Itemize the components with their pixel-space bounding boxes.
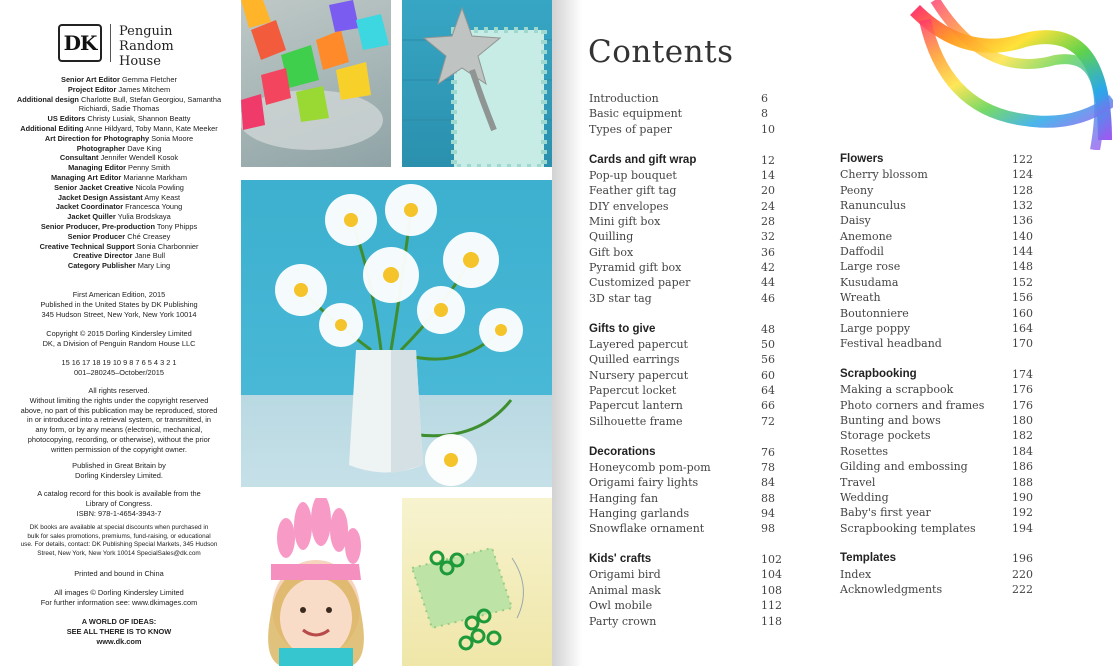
staff-credit — [14, 261, 224, 271]
toc-page-number: 32 — [761, 230, 775, 244]
toc-entry-title: Baby's first year — [840, 506, 931, 520]
staff-role: Creative Director — [72, 251, 133, 261]
staff-names: Tony Phipps — [156, 221, 198, 231]
copyright-note: Copyright © 2015 Dorling Kindersley Limited DK, a Division of Penguin Random House LLC — [42, 329, 196, 348]
toc-entry-title: Peony — [840, 183, 874, 197]
printed-note: Printed and bound in China — [74, 569, 164, 578]
toc-page-number: 186 — [1012, 460, 1033, 474]
staff-names: Charlotte Bull, Stefan Georgiou, Samantha Richiardi, Sadie Thomas — [78, 94, 222, 114]
toc-page-number: 220 — [1012, 567, 1033, 581]
staff-credit — [14, 222, 224, 232]
toc-entry-title: Daffodil — [840, 245, 884, 259]
staff-names: Mary Ling — [137, 261, 171, 271]
staff-names: Amy Keast — [144, 192, 181, 202]
toc-entry-title: Layered papercut — [589, 337, 688, 351]
toc-page-number: 132 — [1012, 199, 1033, 213]
toc-entry-title: Introduction — [589, 92, 659, 105]
staff-credit — [14, 85, 224, 95]
toc-entry-title: Silhouette frame — [589, 414, 683, 428]
toc-page-number: 176 — [1012, 398, 1033, 412]
toc-entry-title: Basic equipment — [589, 107, 683, 121]
toc-page-number: 60 — [761, 368, 775, 382]
staff-credit — [14, 75, 224, 85]
toc-page-number: 56 — [761, 353, 775, 367]
toc-entry-title: Bunting and bows — [840, 414, 941, 428]
staff-role: Jacket Coordinator — [55, 202, 124, 212]
staff-role: Senior Jacket Creative — [54, 182, 134, 192]
staff-role: Creative Technical Support — [39, 241, 135, 251]
credits-page — [0, 0, 236, 666]
toc-entry-title: Mini gift box — [589, 214, 661, 228]
staff-names: Yulia Brodskaya — [117, 212, 171, 222]
toc-entry-title: Owl mobile — [589, 599, 653, 613]
toc-page-number: 10 — [761, 122, 775, 136]
toc-entry-title: Scrapbooking templates — [840, 521, 976, 535]
toc-page-number: 170 — [1012, 337, 1033, 351]
staff-credit — [14, 163, 224, 173]
quilled-paper-decoration — [905, 0, 1113, 150]
toc-entry-title: Photo corners and frames — [840, 398, 985, 412]
toc-entry-title: 3D star tag — [589, 291, 652, 305]
toc-page-number: 84 — [761, 476, 775, 490]
toc-page-number: 102 — [761, 553, 782, 567]
toc-page-number: 176 — [1012, 383, 1033, 397]
staff-role: Consultant — [59, 153, 99, 163]
toc-entry-title: Feather gift tag — [589, 184, 677, 198]
toc-entry-title: DIY envelopes — [589, 199, 669, 213]
toc-entry-title: Large rose — [840, 260, 901, 274]
printing-line: 15 16 17 18 19 10 9 8 7 6 5 4 3 2 1 001–280245–October/2015 — [61, 358, 177, 377]
staff-role: Senior Producer — [67, 231, 126, 241]
staff-names: Penny Smith — [128, 163, 170, 173]
photo-party-crown-child — [241, 498, 391, 666]
toc-entry-title: Hanging fan — [589, 491, 659, 505]
toc-entry-title: Large poppy — [840, 321, 911, 335]
catalog-note: A catalog record for this book is available from the Library of Congress. ISBN: 978-1-4654-3943-7 — [37, 489, 201, 518]
staff-names: Dave King — [127, 143, 162, 153]
toc-entry-title: Wreath — [840, 291, 881, 305]
contents-heading: Contents — [588, 34, 734, 70]
staff-names: Nicola Powling — [135, 182, 184, 192]
toc-entry-title: Customized paper — [589, 276, 691, 290]
photo-daisy-vase — [241, 180, 552, 487]
staff-credit — [14, 212, 224, 222]
toc-entry-title: Kusudama — [840, 275, 899, 289]
toc-page-number: 14 — [761, 168, 775, 182]
toc-entry-title: Templates — [840, 552, 897, 565]
toc-entry-title: Origami fairy lights — [589, 476, 699, 490]
toc-page-number: 20 — [761, 184, 775, 198]
toc-page-number: 72 — [761, 414, 775, 428]
toc-entry-title: Quilling — [589, 230, 634, 244]
toc-entry-title: Honeycomb pom-pom — [589, 460, 711, 474]
staff-names: Anne Hildyard, Toby Mann, Kate Meeker — [85, 123, 218, 133]
toc-entry-title: Festival headband — [840, 337, 942, 351]
toc-page-number: 64 — [761, 383, 775, 397]
toc-entry-title: Pop-up bouquet — [589, 168, 677, 182]
staff-role: US Editors — [47, 114, 86, 124]
toc-page-number: 94 — [761, 506, 775, 520]
toc-entry-title: Gift box — [589, 245, 634, 259]
toc-page-number: 164 — [1012, 321, 1033, 335]
staff-role: Managing Art Editor — [50, 172, 122, 182]
special-sales-note: DK books are available at special discounts when purchased in bulk for sales promotions, premiums, fund-raising, or educational use. For details, contact: DK Publishing Special Markets, 345 Hudson Street, New York, New York 10014 SpecialSales@dk.com — [20, 524, 218, 557]
toc-page-number: 124 — [1012, 168, 1033, 182]
toc-page-number: 122 — [1012, 153, 1033, 166]
staff-names: Christy Lusiak, Shannon Beatty — [87, 114, 191, 124]
toc-entry-title: Wedding — [840, 490, 889, 504]
toc-entry-title: Papercut lantern — [589, 399, 683, 413]
toc-page-number: 174 — [1012, 368, 1033, 382]
staff-credit — [14, 124, 224, 134]
staff-credit — [14, 242, 224, 252]
toc-entry-title: Snowflake ornament — [589, 522, 705, 536]
staff-credits — [14, 75, 224, 271]
toc-page-number: 118 — [761, 614, 782, 628]
toc-page-number: 78 — [761, 460, 775, 474]
toc-page-number: 50 — [761, 337, 775, 351]
toc-page-number: 108 — [761, 583, 782, 597]
toc-page-number: 44 — [761, 276, 775, 290]
logo-divider — [110, 24, 111, 62]
toc-page-number: 196 — [1012, 552, 1033, 566]
staff-role: Jacket Quiller — [67, 212, 116, 222]
toc-entry-title: Flowers — [840, 153, 884, 165]
toc-page-number: 48 — [761, 322, 775, 336]
photo-origami-fairy-lights — [241, 0, 391, 167]
toc-entry-title: Rosettes — [840, 444, 889, 458]
toc-entry-title: Cherry blossom — [840, 168, 928, 182]
toc-entry-title: Papercut locket — [589, 383, 677, 397]
toc-column-right — [840, 152, 1070, 632]
toc-page-number: 128 — [1012, 183, 1033, 197]
publisher-logo — [58, 24, 174, 69]
toc-entry-title: Index — [840, 567, 872, 581]
toc-page-number: 24 — [761, 199, 775, 213]
staff-names: Sonia Moore — [151, 133, 194, 143]
toc-page-number: 98 — [761, 522, 775, 536]
staff-role: Senior Art Editor — [61, 75, 120, 84]
photo-3d-star-tag — [402, 0, 552, 167]
toc-page-number: 42 — [761, 261, 775, 274]
toc-entry-title: Kids' crafts — [589, 553, 652, 566]
staff-credit — [14, 183, 224, 193]
toc-page-number: 160 — [1012, 306, 1033, 320]
photo-quilled-earrings — [402, 498, 552, 666]
staff-credit — [14, 153, 224, 163]
toc-entry-title: Gilding and embossing — [840, 460, 968, 474]
penguin-random-house-wordmark: Penguin Random House — [119, 24, 174, 69]
toc-entry-title: Decorations — [589, 445, 656, 458]
toc-page-number: 88 — [761, 491, 775, 505]
staff-credit — [14, 95, 224, 115]
staff-credit — [14, 251, 224, 261]
toc-entry-title: Nursery papercut — [589, 368, 689, 382]
toc-entry-title: Party crown — [589, 614, 657, 628]
toc-entry-title: Scrapbooking — [840, 368, 917, 381]
toc-page-number: 148 — [1012, 260, 1033, 274]
staff-role: Managing Editor — [68, 163, 126, 173]
toc-entry-title: Daisy — [840, 214, 871, 228]
staff-role: Art Direction for Photography — [44, 133, 150, 143]
staff-names: Francesca Young — [125, 202, 183, 212]
images-note: All images © Dorling Kindersley Limited For further information see: www.dkimages.com — [40, 588, 198, 607]
toc-entry-title: Types of paper — [589, 122, 672, 136]
toc-page-number: 28 — [761, 214, 775, 228]
toc-page-number: 112 — [761, 599, 782, 613]
toc-page-number: 190 — [1012, 490, 1033, 504]
staff-names: James Mitchem — [118, 84, 171, 94]
toc-entry-title: Hanging garlands — [589, 506, 690, 520]
toc-page-number: 140 — [1012, 229, 1033, 243]
staff-credit — [14, 173, 224, 183]
staff-credit — [14, 232, 224, 242]
staff-role: Photographer — [76, 143, 126, 153]
staff-credit — [14, 134, 224, 144]
page-gutter-shadow — [552, 0, 582, 666]
toc-entry-title: Cards and gift wrap — [589, 153, 697, 166]
staff-role: Senior Producer, Pre-production — [40, 221, 155, 231]
toc-entry-title: Travel — [840, 475, 876, 489]
toc-page-number: 144 — [1012, 245, 1033, 259]
toc-entry-title: Making a scrapbook — [840, 383, 954, 397]
toc-page-number: 66 — [761, 399, 775, 413]
toc-entry-title: Origami bird — [589, 568, 661, 582]
staff-credit — [14, 114, 224, 124]
toc-entry-title: Animal mask — [589, 583, 661, 597]
toc-entry-title: Quilled earrings — [589, 353, 680, 367]
toc-page-number: 152 — [1012, 275, 1033, 289]
dk-logo-icon: DK — [58, 24, 102, 62]
tagline: A WORLD OF IDEAS: SEE ALL THERE IS TO KNOW www.dk.com — [66, 617, 172, 646]
staff-role: Jacket Design Assistant — [57, 192, 143, 202]
toc-page-number: 222 — [1012, 583, 1033, 597]
staff-role: Project Editor — [67, 84, 117, 94]
toc-page-number: 36 — [761, 245, 775, 259]
toc-page-number: 8 — [761, 107, 768, 121]
edition-note: First American Edition, 2015 Published in the United States by DK Publishing 345 Hudson Street, New York, New York 10014 — [40, 290, 198, 319]
staff-names: Gemma Fletcher — [121, 75, 177, 84]
staff-credit — [14, 144, 224, 154]
toc-page-number: 180 — [1012, 414, 1033, 428]
toc-column-left — [589, 91, 819, 631]
toc-entry-title: Gifts to give — [589, 322, 656, 335]
toc-page-number: 184 — [1012, 444, 1033, 458]
staff-names: Sonia Charbonnier — [136, 241, 199, 251]
toc-page-number: 76 — [761, 445, 775, 459]
toc-entry-title: Boutonniere — [840, 306, 909, 320]
toc-page-number: 6 — [761, 92, 768, 105]
toc-page-number: 136 — [1012, 214, 1033, 228]
toc-entry-title: Pyramid gift box — [589, 261, 682, 274]
toc-entry-title: Anemone — [840, 229, 893, 243]
toc-entry-title: Storage pockets — [840, 429, 931, 443]
staff-credit — [14, 193, 224, 203]
toc-page-number: 182 — [1012, 429, 1033, 443]
toc-page-number: 188 — [1012, 475, 1033, 489]
toc-page-number: 46 — [761, 291, 775, 305]
staff-role: Additional Editing — [20, 123, 84, 133]
toc-page-number: 104 — [761, 568, 782, 582]
rights-note: All rights reserved. Without limiting the rights under the copyright reserved above, no part of this publication may be reproduced, stored in or introduced into a retrieval system, or transmitted, in any form, or by any means (electronic, mechanical, photocopying, recording, or otherwise), without the prior written permission of the copyright owner. — [20, 386, 218, 454]
staff-names: Ché Creasey — [127, 231, 171, 241]
staff-names: Marianne Markham — [123, 172, 188, 182]
staff-role: Category Publisher — [67, 261, 136, 271]
staff-role: Additional design — [16, 94, 79, 104]
toc-page-number: 194 — [1012, 521, 1033, 535]
toc-entry-title: Acknowledgments — [840, 583, 943, 597]
staff-names: Jennifer Wendell Kosok — [100, 153, 179, 163]
toc-page-number: 156 — [1012, 291, 1033, 305]
staff-credit — [14, 202, 224, 212]
toc-page-number: 192 — [1012, 506, 1033, 520]
gb-note: Published in Great Britain by Dorling Kindersley Limited. — [72, 461, 166, 480]
staff-names: Jane Bull — [134, 251, 166, 261]
toc-page-number: 12 — [761, 153, 775, 167]
toc-entry-title: Ranunculus — [840, 199, 906, 213]
